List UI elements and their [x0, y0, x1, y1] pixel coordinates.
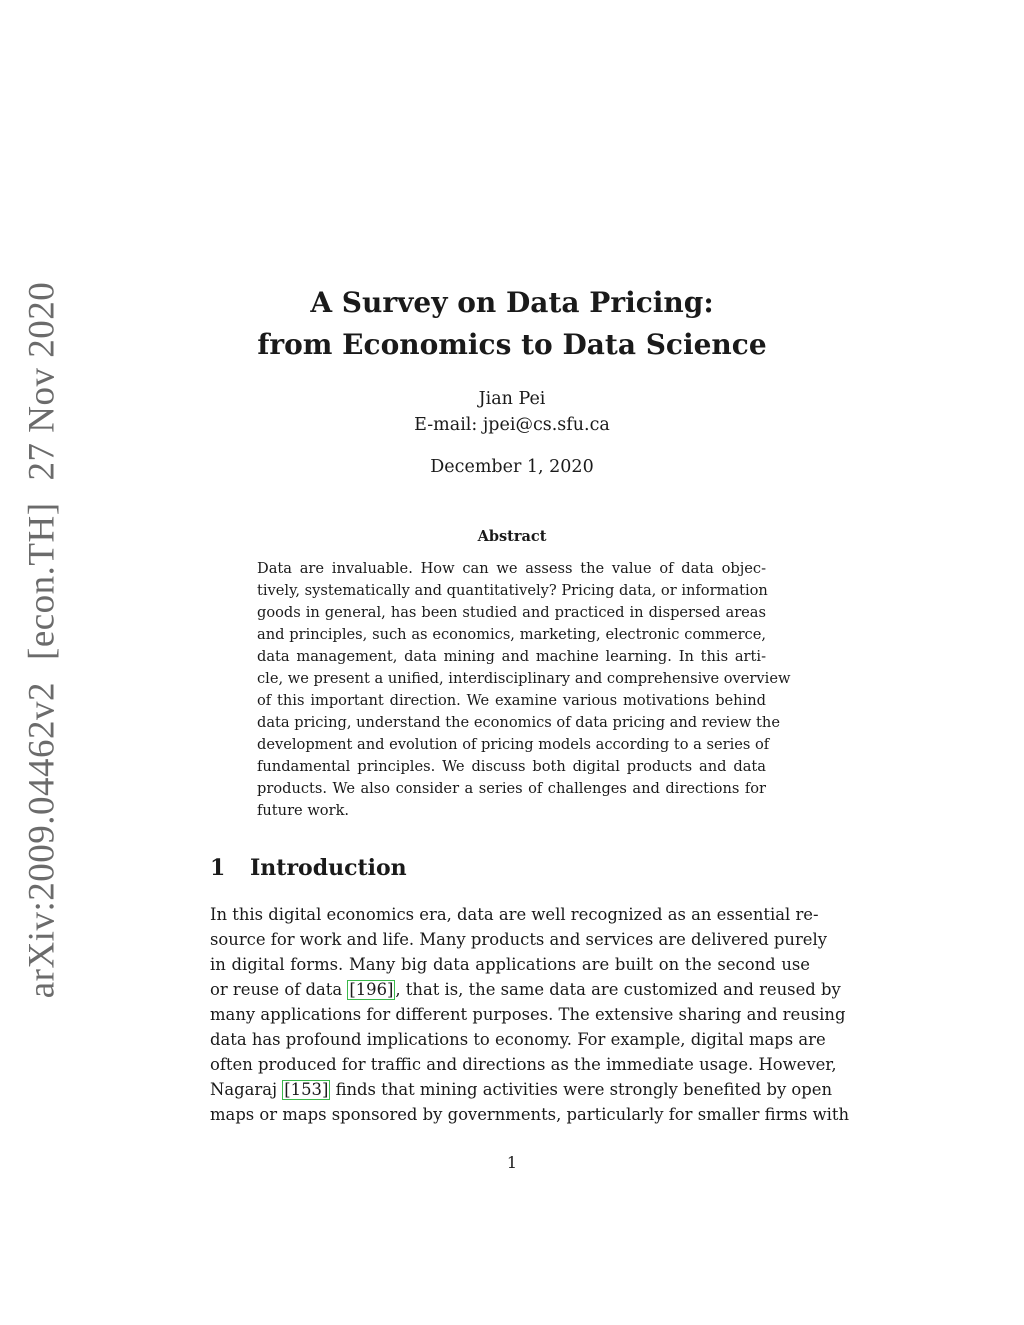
abstract-line: fundamental principles. We discuss both digital products and data	[257, 758, 766, 775]
author-block	[212, 386, 812, 438]
arxiv-category: [econ.TH]	[21, 502, 63, 661]
abstract-line: Data are invaluable. How can we assess the value of data objec-	[257, 560, 766, 577]
intro-line: many applications for different purposes. The extensive sharing and reusing	[210, 1005, 846, 1024]
abstract-line: products. We also consider a series of challenges and directions for	[257, 780, 766, 797]
abstract-line: development and evolution of pricing models according to a series of	[257, 736, 770, 753]
arxiv-id: arXiv:2009.04462v2	[21, 682, 63, 999]
abstract-line: tively, systematically and quantitatively? Pricing data, or information	[257, 582, 768, 599]
intro-text: , that is, the same data are customized and reused by	[395, 980, 841, 999]
section-heading	[210, 852, 407, 884]
intro-text: Nagaraj	[210, 1080, 283, 1099]
intro-line	[210, 1077, 833, 1102]
section-number: 1	[210, 855, 226, 881]
intro-line: often produced for traffic and directions as the immediate usage. However,	[210, 1055, 837, 1074]
intro-line: in digital forms. Many big data applications are built on the second use	[210, 955, 810, 974]
abstract-line: cle, we present a unified, interdisciplinary and comprehensive overview	[257, 670, 791, 687]
author-email: E-mail: jpei@cs.sfu.ca	[414, 415, 610, 435]
title-line-2: from Economics to Data Science	[257, 328, 767, 361]
arxiv-date: 27 Nov 2020	[21, 281, 63, 481]
paper-date: December 1, 2020	[430, 457, 594, 477]
arxiv-stamp	[21, 282, 64, 999]
abstract-line: of this important direction. We examine various motivations behind	[257, 692, 766, 709]
page-number: 1	[506, 1153, 518, 1172]
citation-link-196[interactable]: [196]	[349, 980, 394, 999]
abstract-line: and principles, such as economics, marketing, electronic commerce,	[257, 626, 766, 643]
abstract-heading: Abstract	[477, 528, 547, 545]
abstract-body	[257, 558, 791, 822]
citation-link-153[interactable]: [153]	[284, 1080, 329, 1099]
intro-paragraph	[210, 902, 850, 1127]
author-name: Jian Pei	[478, 389, 546, 409]
intro-line	[210, 977, 841, 1002]
abstract-line: future work.	[257, 802, 350, 819]
title-line-1: A Survey on Data Pricing:	[310, 286, 714, 319]
abstract-line: goods in general, has been studied and practiced in dispersed areas	[257, 604, 766, 621]
abstract-line: data pricing, understand the economics of data pricing and review the	[257, 714, 780, 731]
intro-line: data has profound implications to economy. For example, digital maps are	[210, 1030, 826, 1049]
paper-title	[212, 282, 812, 366]
intro-line: In this digital economics era, data are well recognized as an essential re-	[210, 905, 819, 924]
intro-line: source for work and life. Many products and services are delivered purely	[210, 930, 827, 949]
intro-text: finds that mining activities were strongly benefited by open	[330, 1080, 833, 1099]
section-title: Introduction	[250, 855, 407, 881]
intro-line: maps or maps sponsored by governments, particularly for smaller firms with	[210, 1105, 850, 1124]
intro-text: or reuse of data	[210, 980, 348, 999]
abstract-line: data management, data mining and machine learning. In this arti-	[257, 648, 766, 665]
